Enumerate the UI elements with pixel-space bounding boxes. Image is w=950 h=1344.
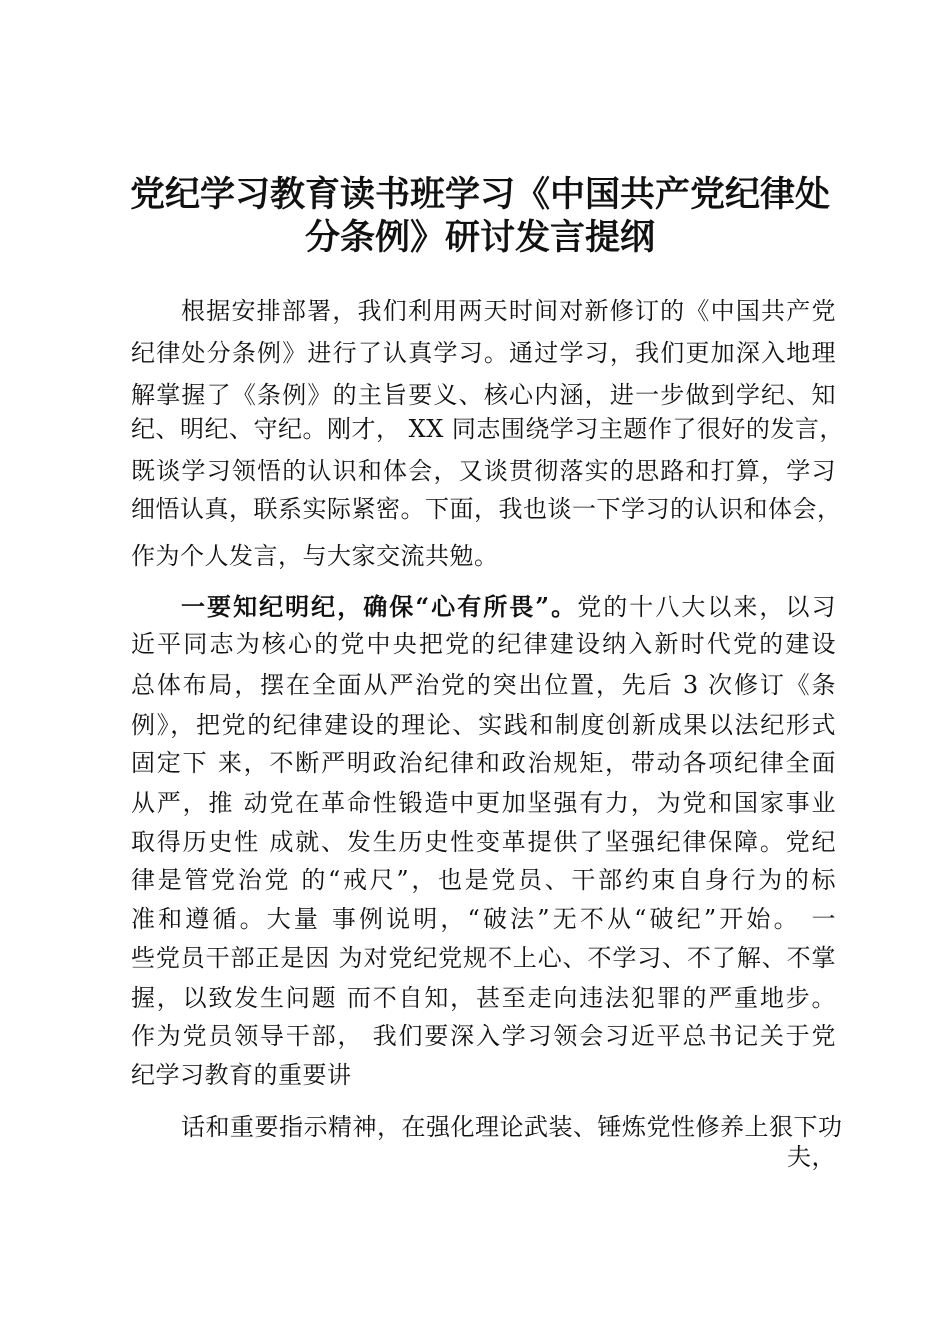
paragraph-1-line: 根据安排部署，我们利用两天时间对新修订的《中国共产党 <box>181 297 836 325</box>
paragraph-2-line: 准和遵循。大量 事例说明，“破法”无不从“破纪”开始。 一 <box>131 905 836 933</box>
paragraph-2-heading: 一要知纪明纪，确保“心有所畏”。 <box>181 592 578 621</box>
paragraph-3-line: 话和重要指示精神，在强化理论武装、锤炼党性修养上狠下功 <box>181 1113 843 1141</box>
paragraph-2-line: 作为党员领导干部， 我们要深入学习领会习近平总书记关于党 <box>131 1022 836 1050</box>
paragraph-2-line: 固定下 来，不断严明政治纪律和政治规矩，带动各项纪律全面 <box>131 749 836 777</box>
paragraph-2-line: 总体布局，摆在全面从严治党的突出位置，先后 3 次修订《条 <box>131 671 836 699</box>
paragraph-2-line: 从严，推 动党在革命性锻造中更加坚强有力，为党和国家事业 <box>131 789 836 817</box>
paragraph-2-line: 些党员干部正是因 为对党纪党规不上心、不学习、不了解、不掌 <box>131 944 836 972</box>
paragraph-2-line: 取得历史性 成就、发生历史性变革提供了坚强纪律保障。党纪 <box>131 828 836 856</box>
paragraph-1-line: 解掌握了《条例》的主旨要义、核心内涵，进一步做到学纪、知 <box>131 381 836 409</box>
paragraph-2-line: 例》，把党的纪律建设的理论、实践和制度创新成果以法纪形式 <box>131 711 836 739</box>
paragraph-2-line: 近平同志为核心的党中央把党的纪律建设纳入新时代党的建设 <box>131 630 836 658</box>
paragraph-1-line: 既谈学习领悟的认识和体会，又谈贯彻落实的思路和打算，学习 <box>131 457 836 485</box>
paragraph-1-line: 作为个人发言，与大家交流共勉。 <box>131 542 499 570</box>
paragraph-2-first-line <box>181 592 836 622</box>
document-title-line-1: 党纪学习教育读书班学习《中国共产党纪律处 <box>129 175 830 215</box>
document-title-line-2: 分条例》研讨发言提纲 <box>304 218 655 258</box>
paragraph-3-line: 夫， <box>787 1143 836 1171</box>
paragraph-2-first-rest: 党的十八大以来，以习 <box>577 593 837 621</box>
paragraph-1-line: 纪、明纪、守纪。刚才， XX 同志围绕学习主题作了很好的发言， <box>131 415 844 443</box>
paragraph-1-line: 纪律处分条例》进行了认真学习。通过学习，我们更加深入地理 <box>131 339 836 367</box>
paragraph-2-line: 律是管党治党 的“戒尺”，也是党员、干部约束自身行为的标 <box>131 866 836 894</box>
paragraph-1-line: 细悟认真，联系实际紧密。下面，我也谈一下学习的认识和体会， <box>131 495 842 523</box>
paragraph-2-line: 纪学习教育的重要讲 <box>131 1061 352 1089</box>
paragraph-2-line: 握，以致发生问题 而不自知，甚至走向违法犯罪的严重地步。 <box>131 984 836 1012</box>
